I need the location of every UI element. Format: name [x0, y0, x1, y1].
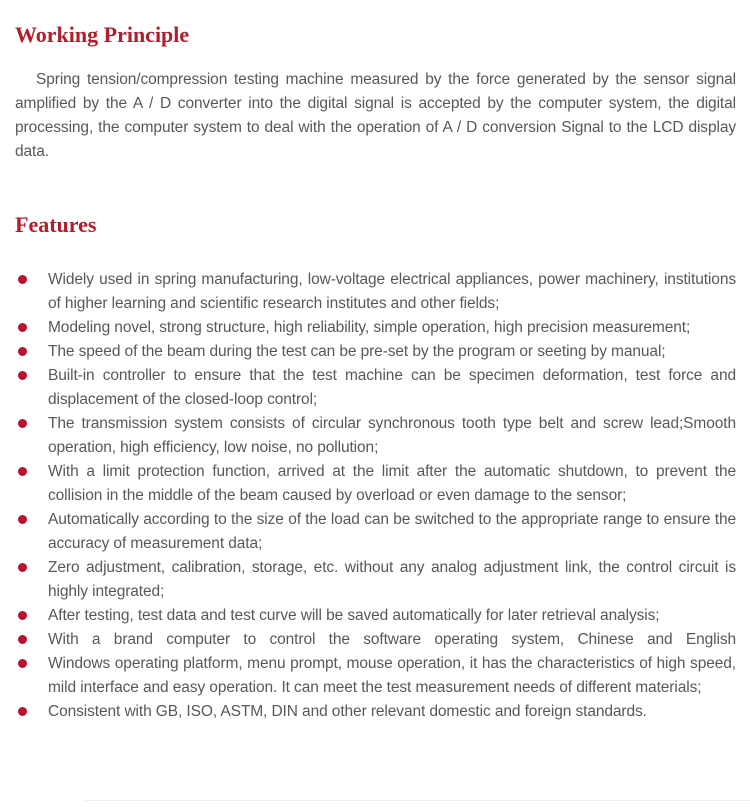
bullet-icon [18, 275, 27, 284]
bullet-icon [18, 467, 27, 476]
feature-item-text: Windows operating platform, menu prompt, mouse operation, it has the characteristics of high speed, mild interface and easy operation. It can meet the test measurement needs of different materials; [48, 655, 736, 696]
bullet-icon [18, 659, 27, 668]
bullet-icon [18, 419, 27, 428]
feature-item [15, 316, 736, 340]
working-principle-heading: Working Principle [15, 22, 190, 47]
bottom-divider [85, 800, 750, 801]
feature-item-text: Modeling novel, strong structure, high reliability, simple operation, high precision measurement; [48, 319, 691, 336]
bullet-icon [18, 563, 27, 572]
feature-item [15, 460, 736, 508]
working-principle-paragraph: Spring tension/compression testing machine measured by the force generated by the sensor signal amplified by the A / D converter into the digital signal is accepted by the computer system, the digital processing, the computer system to deal with the operation of A / D conversion Signal to the LCD display data. [15, 71, 736, 160]
feature-item-text: With a brand computer to control the software operating system, Chinese and English [48, 631, 736, 648]
features-list [15, 268, 736, 724]
bullet-icon [18, 611, 27, 620]
feature-item [15, 340, 736, 364]
feature-item-text: Automatically according to the size of the load can be switched to the appropriate range to ensure the accuracy of measurement data; [48, 511, 736, 552]
features-heading: Features [15, 212, 97, 237]
feature-item [15, 652, 736, 700]
feature-item-text: The transmission system consists of circular synchronous tooth type belt and screw lead;Smooth operation, high efficiency, low noise, no pollution; [48, 415, 736, 456]
feature-item [15, 700, 736, 724]
feature-item-text: Widely used in spring manufacturing, low-voltage electrical appliances, power machinery, institutions of higher learning and scientific research institutes and other fields; [48, 271, 736, 312]
bullet-icon [18, 371, 27, 380]
feature-item [15, 556, 736, 604]
bullet-icon [18, 707, 27, 716]
feature-item [15, 268, 736, 316]
feature-item [15, 604, 736, 628]
bullet-icon [18, 323, 27, 332]
bullet-icon [18, 347, 27, 356]
bullet-icon [18, 515, 27, 524]
feature-item-text: Built-in controller to ensure that the test machine can be specimen deformation, test force and displacement of the closed-loop control; [48, 367, 736, 408]
feature-item [15, 364, 736, 412]
bullet-icon [18, 635, 27, 644]
feature-item-text: The speed of the beam during the test can be pre-set by the program or seeting by manual; [48, 343, 666, 360]
feature-item [15, 508, 736, 556]
feature-item-text: Consistent with GB, ISO, ASTM, DIN and other relevant domestic and foreign standards. [48, 703, 647, 720]
feature-item-text: With a limit protection function, arrived at the limit after the automatic shutdown, to prevent the collision in the middle of the beam caused by overload or even damage to the sensor; [48, 463, 736, 504]
feature-item-text: After testing, test data and test curve will be saved automatically for later retrieval analysis; [48, 607, 660, 624]
feature-item [15, 412, 736, 460]
feature-item-text: Zero adjustment, calibration, storage, etc. without any analog adjustment link, the control circuit is highly integrated; [48, 559, 736, 600]
feature-item [15, 628, 736, 652]
